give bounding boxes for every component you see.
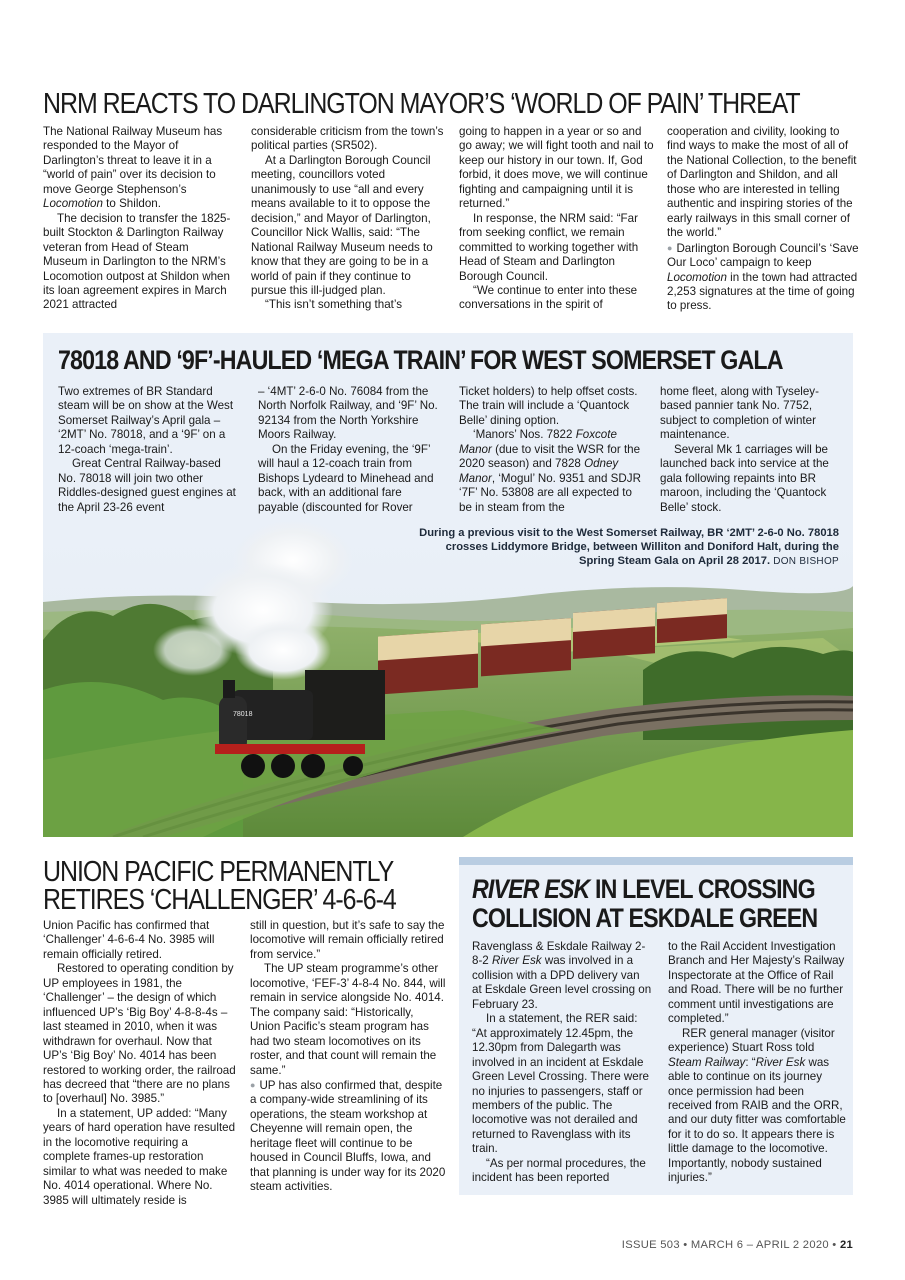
story3-col1: Union Pacific has confirmed that ‘Challenger’ 4-6-6-4 No. 3985 will remain officially retired. Restored to operating condition by UP employees in 1981, the ‘Challenger’ – the design of which influenced UP’s ‘Big Boy’ 4-8-8-4s – last steamed in 2010, when it was withdrawn for overhaul. Now that UP’s ‘Big Boy’ No. 4014 has been restored to working order, the railroad has decreed that “there are no plans to [overhaul] No. 3985.” In a statement, UP added: “Many years of hard operation have resulted in the locomotive requiring a complete frames-up restoration similar to what was needed to make No. 4014 operational. Where No. 3985 will ultimately reside is <box>43 919 236 1207</box>
issue-info: ISSUE 503 • MARCH 6 – APRIL 2 2020 • <box>621 1239 837 1251</box>
river-esk-headline-line2: COLLISION AT ESKDALE GREEN <box>472 903 818 933</box>
union-pacific-headline-line1: UNION PACIFIC PERMANENTLY <box>43 856 394 888</box>
photo-credit: DON BISHOP <box>773 556 839 567</box>
story1-col2: considerable criticism from the town’s political parties (SR502). At a Darlington Borough Council meeting, councillors voted unanimously to use “all and every means available to it to oppose the decision,” and Mayor of Darlington, Councillor Nick Wallis, said: “The National Railway Museum needs to know that they are going to be in a world of pain if they continue to pursue this ill-judged plan. “This isn’t something that’s <box>251 125 444 312</box>
story4-col1: Ravenglass & Eskdale Railway 2-8-2 River Esk was involved in a collision with a DPD delivery van at Eskdale Green level crossing on February 23. In a statement, the RER said: “At approximately 12.45pm, the 12.30pm from Dalegarth was involved in an incident at Eskdale Green Level Crossing. There were no injuries to passengers, staff or members of the public. The locomotive was not derailed and returned to Ravenglass with its train. “As per normal procedures, the incident has been reported <box>472 940 652 1185</box>
story4-col2: to the Rail Accident Investigation Branch and Her Majesty’s Railway Inspectorate at the Office of Rail and Road. There will be no further comment until investigations are completed.” RER general manager (visitor experience) Stuart Ross told Steam Railway: “River Esk was able to continue on its journey once permission had been received from RAIB and the ORR, and our duty fitter was comfortable for it to do so. It appears there is little damage to the locomotive. Importantly, nobody sustained injuries.” <box>668 940 846 1185</box>
photo-caption: During a previous visit to the West Somerset Railway, BR ‘2MT’ 2-6-0 No. 78018 crosses Liddymore Bridge, between Williton and Doniford Halt, during the Spring Steam Gala on April 28 2017. DON BISHOP <box>419 527 839 567</box>
story2-col2: – ‘4MT’ 2-6-0 No. 76084 from the North Norfolk Railway, and ‘9F’ No. 92134 from the North Yorkshire Moors Railway. On the Friday evening, the ‘9F’ will haul a 12-coach train from Bishops Lydeard to Minehead and back, with an additional fare payable (discounted for Rover <box>258 385 438 514</box>
story2-col3: Ticket holders) to help offset costs. The train will include a ‘Quantock Belle’ dining option. ‘Manors’ Nos. 7822 Foxcote Manor (due to visit the WSR for the 2020 season) and 7828 Odney Manor, ‘Mogul’ No. 9351 and SDJR ‘7F’ No. 53808 are all expected to be in steam from the <box>459 385 641 514</box>
story1-col1: The National Railway Museum has responded to the Mayor of Darlington’s threat to leave it in a “world of pain” over its decision to move George Stephenson’s Locomotion to Shildon. The decision to transfer the 1825-built Stockton & Darlington Railway veteran from Head of Steam Museum in Darlington to the NRM’s Locomotion outpost at Shildon when its loan agreement expires in March 2021 attracted <box>43 125 231 312</box>
story1-col3: going to happen in a year or so and go away; we will fight tooth and nail to keep our history in our town. If, God forbid, it does move, we will continue fighting and campaigning until it is returned.” In response, the NRM said: “Far from seeking conflict, we remain committed to working together with Head of Steam and Darlington Borough Council. “We continue to enter into these conversations in the spirit of <box>459 125 654 312</box>
nrm-headline: NRM REACTS TO DARLINGTON MAYOR’S ‘WORLD OF PAIN’ THREAT <box>43 88 800 120</box>
story2-col4: home fleet, along with Tyseley-based pannier tank No. 7752, subject to completion of winter maintenance. Several Mk 1 carriages will be launched back into service at the gala following repaints into BR maroon, including the ‘Quantock Belle’ stock. <box>660 385 829 514</box>
gala-headline: 78018 AND ‘9F’-HAULED ‘MEGA TRAIN’ FOR WEST SOMERSET GALA <box>58 345 783 375</box>
river-esk-headline-line1: RIVER ESK IN LEVEL CROSSING <box>472 874 815 904</box>
story2-col1: Two extremes of BR Standard steam will be on show at the West Somerset Railway’s April gala – ‘2MT’ No. 78018, and a ‘9F’ on a 12-coach ‘mega-train’. Great Central Railway-based No. 78018 will join two other Riddles-designed guest engines at the April 23-26 event <box>58 385 236 514</box>
story1-col4: cooperation and civility, looking to find ways to make the most of all of the National Collection, to the benefit of Darlington and Shildon, and all those who are interested in telling authentic and inspiring stories of the early railways in this small corner of the world.” ● Darlington Borough Council’s ‘Save Our Loco’ campaign to keep Locomotion in the town had attracted 2,253 signatures at the time of going to press. <box>667 125 859 314</box>
page-number: 21 <box>839 1239 853 1251</box>
page-footer <box>622 1239 853 1251</box>
story3-col2: still in question, but it’s safe to say the locomotive will remain officially retired from service.” The UP steam programme’s other locomotive, ‘FEF-3’ 4-8-4 No. 844, will remain in service alongside No. 4014. The company said: “Historically, Union Pacific’s steam program has had two steam locomotives on its roster, and that count will remain the same.” ● UP has also confirmed that, despite a company-wide streamlining of its operations, the steam workshop at Cheyenne will remain open, the heritage fleet will continue to be housed in Council Bluffs, Iowa, and that planning is under way for its 2020 steam activities. <box>250 919 446 1195</box>
union-pacific-headline-line2: RETIRES ‘CHALLENGER’ 4-6-6-4 <box>43 884 396 916</box>
smokebox-number: 78018 <box>233 711 253 718</box>
